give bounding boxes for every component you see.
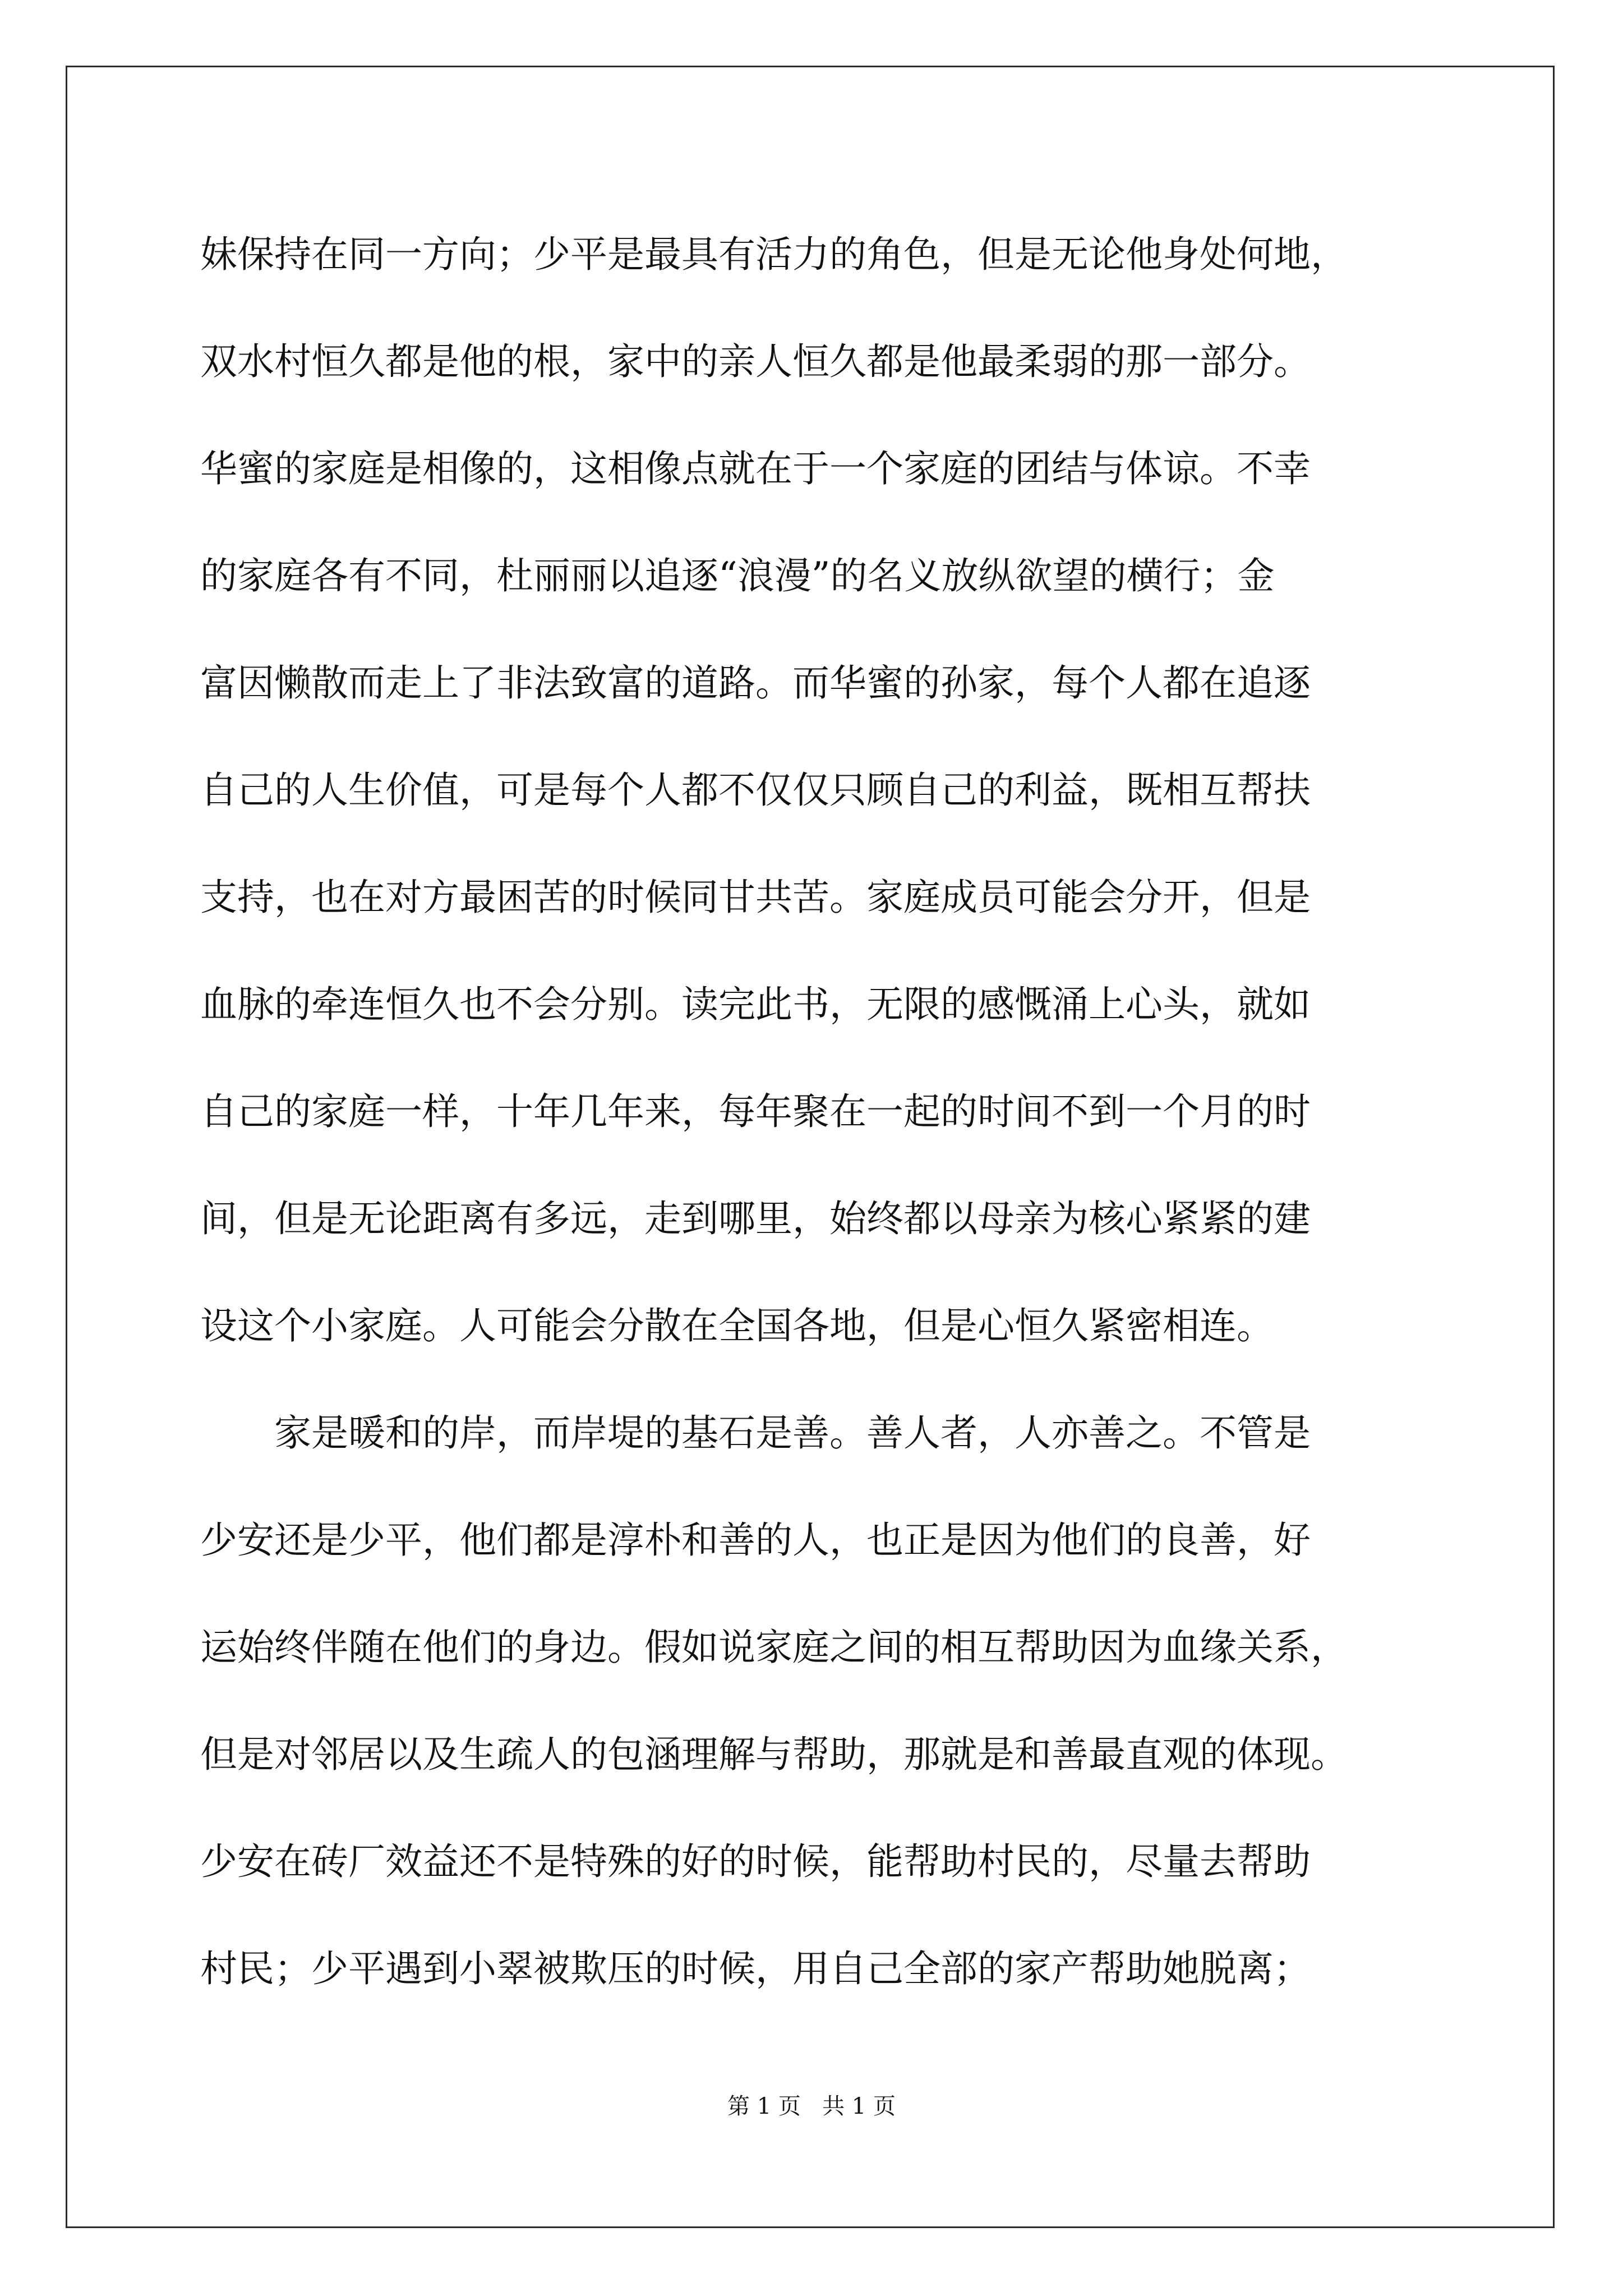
text-line: 血脉的牵连恒久也不会分别。读完此书，无限的感慨涌上心头，就如 (200, 983, 1311, 1026)
page-number-footer: 第 1 页 共 1 页 (727, 2093, 896, 2119)
text-line: 富因懒散而走上了非法致富的道路。而华蜜的孙家，每个人都在追逐 (200, 661, 1311, 705)
text-line: 少安在砖厂效益还不是特殊的好的时候，能帮助村民的，尽量去帮助 (200, 1840, 1311, 1883)
text-line: 双水村恒久都是他的根，家中的亲人恒久都是他最柔弱的那一部分。 (200, 340, 1311, 383)
text-line: 运始终伴随在他们的身边。假如说家庭之间的相互帮助因为血缘关系， (200, 1626, 1348, 1669)
text-line: 华蜜的家庭是相像的，这相像点就在于一个家庭的团结与体谅。不幸 (200, 447, 1311, 490)
text-line: 间，但是无论距离有多远，走到哪里，始终都以母亲为核心紧紧的建 (200, 1197, 1311, 1240)
text-line: 但是对邻居以及生疏人的包涵理解与帮助，那就是和善最直观的体现。 (200, 1733, 1348, 1776)
text-line: 设这个小家庭。人可能会分散在全国各地，但是心恒久紧密相连。 (200, 1304, 1274, 1347)
document-body (200, 201, 1423, 2022)
text-line: 支持，也在对方最困苦的时候同甘共苦。家庭成员可能会分开，但是 (200, 876, 1311, 919)
text-line: 少安还是少平，他们都是淳朴和善的人，也正是因为他们的良善，好 (200, 1519, 1311, 1562)
text-line: 妹保持在同一方向；少平是最具有活力的角色，但是无论他身处何地， (200, 233, 1348, 276)
text-line: 自己的家庭一样，十年几年来，每年聚在一起的时间不到一个月的时 (200, 1090, 1311, 1133)
text-line: 自己的人生价值，可是每个人都不仅仅只顾自己的利益，既相互帮扶 (200, 769, 1311, 812)
text-line: 村民；少平遇到小翠被欺压的时候，用自己全部的家产帮助她脱离； (200, 1947, 1311, 1990)
text-line: 的家庭各有不同，杜丽丽以追逐“浪漫”的名义放纵欲望的横行；金 (200, 554, 1275, 597)
paragraph-first-line: 家是暖和的岸，而岸堤的基石是善。善人者，人亦善之。不管是 (274, 1411, 1311, 1455)
